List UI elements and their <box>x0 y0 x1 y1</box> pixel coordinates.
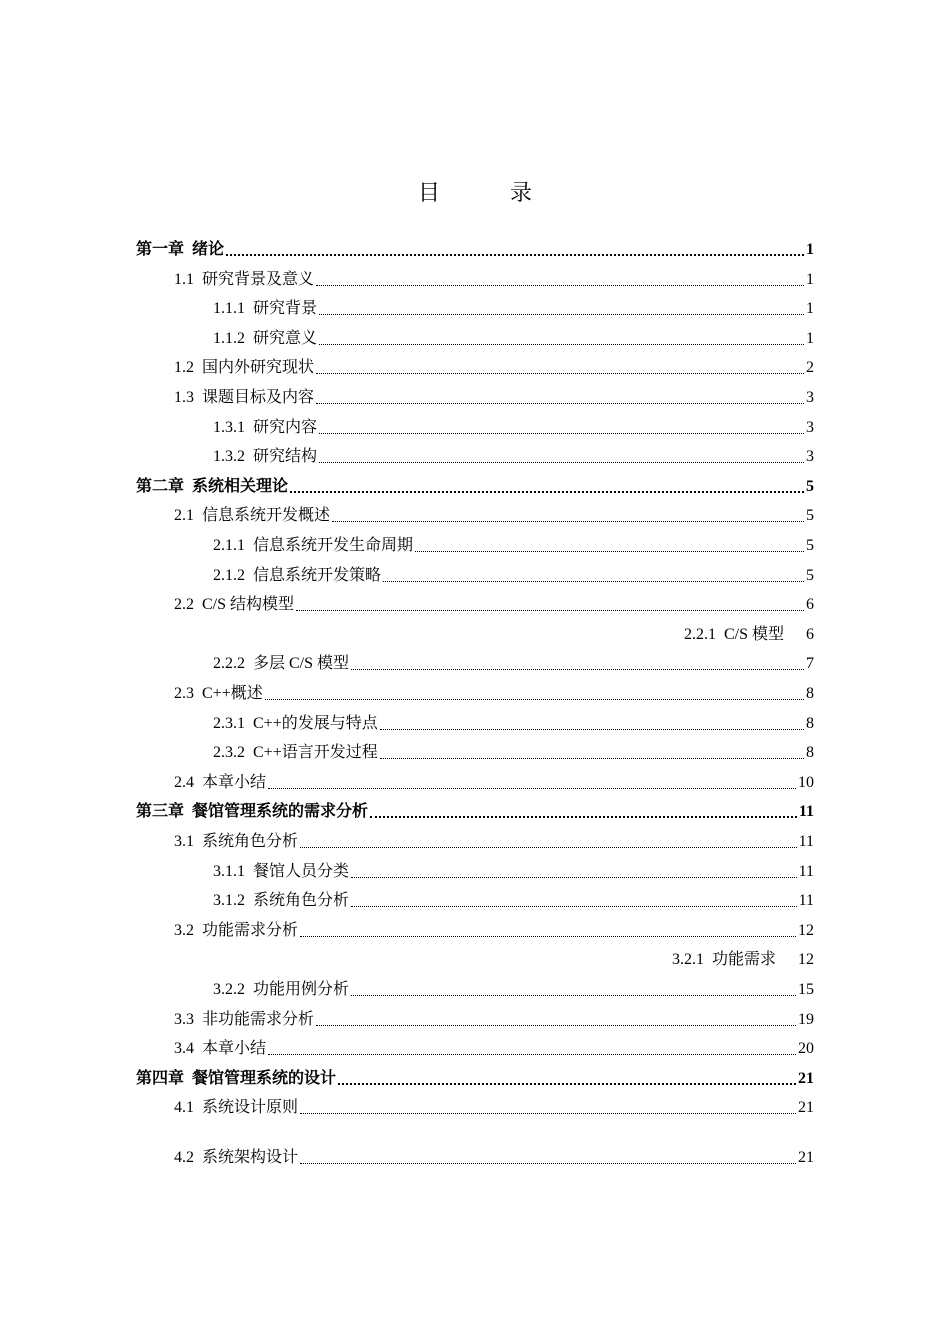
toc-entry-page-number: 8 <box>806 685 814 702</box>
toc-entry-page-number: 6 <box>806 625 814 643</box>
toc-entry-page-number: 2 <box>806 359 814 377</box>
toc-entry-number: 3.1 <box>174 833 194 850</box>
toc-entry-number: 2.1.2 <box>213 566 245 584</box>
toc-entry-page-number: 21 <box>798 1149 814 1166</box>
toc-entry-number: 2.1.1 <box>213 537 245 554</box>
toc-entry[interactable] <box>136 471 814 497</box>
toc-entry-number: 2.3.1 <box>213 714 245 732</box>
toc-entry-title: 信息系统开发概述 <box>202 507 331 525</box>
dot-leader <box>351 669 804 670</box>
toc-entry-title: 研究结构 <box>253 448 318 466</box>
toc-entry[interactable] <box>136 796 814 822</box>
toc-entry-page-number: 1 <box>806 329 814 347</box>
toc-entry[interactable] <box>136 1092 814 1118</box>
toc-entry[interactable] <box>136 826 814 852</box>
toc-entry[interactable] <box>136 944 814 970</box>
toc-entry-title: 研究内容 <box>253 418 318 436</box>
toc-entry-page-number: 11 <box>798 803 814 821</box>
toc-entry[interactable] <box>136 500 814 526</box>
dot-leader <box>300 1113 796 1114</box>
toc-entry[interactable] <box>136 293 814 319</box>
dot-leader <box>332 521 804 522</box>
toc-entry-page-number: 12 <box>798 921 814 939</box>
toc-entry-page-number: 3 <box>806 448 814 466</box>
toc-entry-title: C++概述 <box>202 685 263 702</box>
dot-leader <box>338 1083 796 1085</box>
toc-entry-number: 1.1.1 <box>213 300 245 318</box>
dot-leader <box>268 1054 796 1055</box>
toc-entry-number: 第四章 <box>136 1069 185 1087</box>
toc-entry-title: C++的发展与特点 <box>253 714 378 732</box>
toc-entry-title: 功能需求 <box>711 951 776 969</box>
toc-entry-title: 系统角色分析 <box>253 892 350 910</box>
toc-entry-page-number: 5 <box>806 507 814 525</box>
toc-entry-page-number: 11 <box>798 833 814 850</box>
toc-entry-page-number: 5 <box>806 477 814 495</box>
toc-entry-page-number: 6 <box>806 596 814 614</box>
toc-entry-title: C/S 模型 <box>723 625 784 643</box>
toc-entry-number: 2.3.2 <box>213 744 245 762</box>
dot-leader <box>296 610 804 611</box>
toc-entry-number: 2.2.2 <box>213 655 245 673</box>
toc-entry-title: 研究背景 <box>253 300 318 318</box>
toc-entry-number: 3.2.1 <box>671 951 704 969</box>
toc-entry[interactable] <box>136 1142 814 1168</box>
toc-entry[interactable] <box>136 352 814 378</box>
dot-leader <box>226 254 804 256</box>
dot-leader <box>316 403 804 404</box>
toc-entry-title: 研究意义 <box>253 329 318 347</box>
toc-entry-page-number: 11 <box>798 892 814 910</box>
toc-entry-title: 功能需求分析 <box>202 921 299 939</box>
toc-entry-title: 系统角色分析 <box>202 833 299 850</box>
toc-entry-number: 4.1 <box>174 1099 194 1117</box>
toc-entry[interactable] <box>136 589 814 615</box>
toc-entry[interactable] <box>136 323 814 349</box>
toc-entry[interactable] <box>136 441 814 467</box>
toc-entry-title: 餐馆人员分类 <box>253 862 350 880</box>
toc-entry[interactable] <box>136 530 814 556</box>
toc-entry[interactable] <box>136 974 814 1000</box>
dot-leader <box>265 699 804 700</box>
toc-entry[interactable] <box>136 767 814 793</box>
toc-entry[interactable] <box>136 382 814 408</box>
dot-leader <box>300 847 797 848</box>
toc-entry-number: 3.1.2 <box>213 892 245 910</box>
toc-entry-number: 第一章 <box>136 241 185 258</box>
toc-title: 目 录 <box>417 180 556 205</box>
toc-entry-page-number: 10 <box>798 773 814 791</box>
toc-entry-title: 系统架构设计 <box>202 1149 299 1166</box>
toc-entry-page-number: 5 <box>806 537 814 554</box>
toc-entry[interactable] <box>136 412 814 438</box>
toc-entry[interactable] <box>136 737 814 763</box>
toc-entry-title: 信息系统开发生命周期 <box>253 537 414 554</box>
toc-entry-number: 2.1 <box>174 507 194 525</box>
toc-entry-page-number: 5 <box>806 566 814 584</box>
toc-entry-page-number: 3 <box>806 418 814 436</box>
toc-entry-page-number: 11 <box>798 862 814 880</box>
dot-leader <box>415 551 804 552</box>
toc-entry-number: 3.1.1 <box>213 862 245 880</box>
toc-entry-title: 信息系统开发策略 <box>253 566 382 584</box>
dot-leader <box>380 758 804 759</box>
toc-entry[interactable] <box>136 234 814 260</box>
toc-entry-title: C/S 结构模型 <box>202 596 295 614</box>
dot-leader <box>319 314 804 315</box>
toc-entry-title: 餐馆管理系统的需求分析 <box>192 803 369 821</box>
dot-leader <box>319 344 804 345</box>
toc-entry-title: 非功能需求分析 <box>202 1010 315 1028</box>
toc-entry-number: 2.4 <box>174 773 194 791</box>
toc-entry-number: 第二章 <box>136 477 185 495</box>
toc-entry-title: 本章小结 <box>202 773 267 791</box>
dot-leader <box>383 581 804 582</box>
toc-entry-page-number: 3 <box>806 389 814 406</box>
toc-entry[interactable] <box>136 708 814 734</box>
toc-entry-number: 1.3.1 <box>213 418 245 436</box>
toc-entry[interactable] <box>136 915 814 941</box>
toc-entry[interactable] <box>136 885 814 911</box>
toc-entry-number: 4.2 <box>174 1149 194 1166</box>
toc-entry-number: 3.4 <box>174 1040 194 1058</box>
toc-entry-number: 2.2 <box>174 596 194 614</box>
toc-entry-title: 绪论 <box>192 241 225 258</box>
dot-leader <box>351 906 797 907</box>
toc-entry-number: 1.1.2 <box>213 329 245 347</box>
toc-entry-page-number: 1 <box>806 300 814 318</box>
toc-entry[interactable] <box>136 1004 814 1030</box>
toc-entry-title: 课题目标及内容 <box>202 389 315 406</box>
dot-leader <box>351 995 796 996</box>
toc-entry-page-number: 15 <box>798 981 814 998</box>
toc-entry-page-number: 8 <box>806 714 814 732</box>
toc-entry-page-number: 8 <box>806 744 814 762</box>
toc-entry-page-number: 1 <box>806 241 814 258</box>
toc-entry-number: 1.3 <box>174 389 194 406</box>
toc-entry[interactable] <box>136 619 814 645</box>
toc-entry[interactable] <box>136 1063 814 1089</box>
toc-entry-number: 3.3 <box>174 1010 194 1028</box>
dot-leader <box>316 373 804 374</box>
toc-entry-title: 功能用例分析 <box>253 981 350 998</box>
dot-leader <box>300 1163 796 1164</box>
toc-entry-title: 餐馆管理系统的设计 <box>192 1069 337 1087</box>
toc-entry-title: C++语言开发过程 <box>253 744 378 762</box>
toc-entry-page-number: 19 <box>798 1010 814 1028</box>
toc-entry-number: 3.2.2 <box>213 981 245 998</box>
toc-entry-number: 1.1 <box>174 270 194 288</box>
toc-entry[interactable] <box>136 648 814 674</box>
toc-entry-title: 国内外研究现状 <box>202 359 315 377</box>
toc-entry-title: 系统设计原则 <box>202 1099 299 1117</box>
dot-leader <box>351 877 797 878</box>
toc-entry-number: 2.2.1 <box>683 625 716 643</box>
dot-leader <box>380 729 804 730</box>
toc-entry[interactable] <box>136 678 814 704</box>
toc-entry[interactable] <box>136 1033 814 1059</box>
toc-entry-page-number: 7 <box>806 655 814 673</box>
toc-entry-title: 本章小结 <box>202 1040 267 1058</box>
toc-entry-page-number: 1 <box>806 270 814 288</box>
dot-leader <box>316 1025 796 1026</box>
toc-entry-page-number: 21 <box>798 1099 814 1117</box>
dot-leader <box>319 462 804 463</box>
toc-entry-title: 多层 C/S 模型 <box>253 655 350 673</box>
toc-entry-number: 1.3.2 <box>213 448 245 466</box>
dot-leader <box>290 491 804 493</box>
dot-leader <box>319 433 804 434</box>
toc-entry-title: 研究背景及意义 <box>202 270 315 288</box>
toc-entry[interactable] <box>136 264 814 290</box>
toc-entry-page-number: 12 <box>798 951 814 969</box>
dot-leader <box>300 936 796 937</box>
toc-entry-page-number: 20 <box>798 1040 814 1058</box>
dot-leader <box>268 788 796 789</box>
toc-entry-title: 系统相关理论 <box>192 477 289 495</box>
toc-entry-number: 2.3 <box>174 685 194 702</box>
toc-entry[interactable] <box>136 560 814 586</box>
toc-entry-number: 3.2 <box>174 921 194 939</box>
toc-entry[interactable] <box>136 856 814 882</box>
dot-leader <box>370 816 797 818</box>
toc-entry-number: 第三章 <box>136 803 185 821</box>
toc-entry-number: 1.2 <box>174 359 194 377</box>
dot-leader <box>316 285 804 286</box>
toc-entry-page-number: 21 <box>798 1069 814 1087</box>
